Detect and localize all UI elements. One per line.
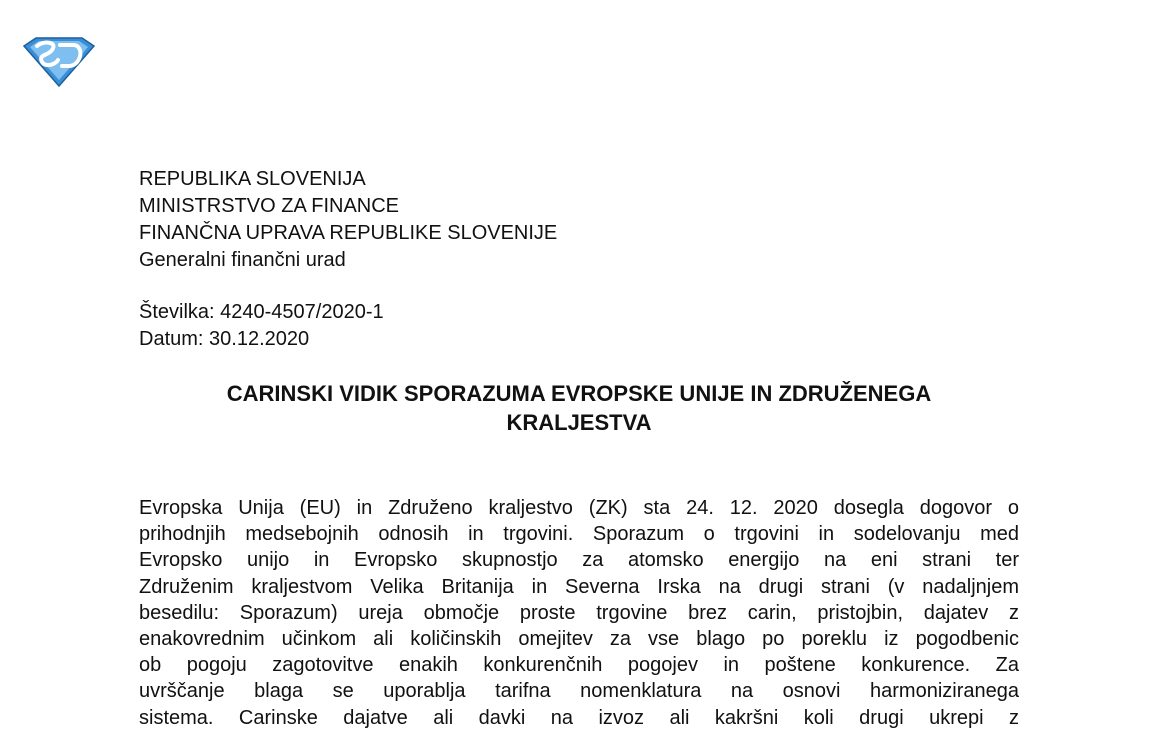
paragraph-line: uvrščanje blaga se uporablja tarifna nomenklatura na osnovi harmoniziranega (139, 680, 1019, 703)
header-line-republic: REPUBLIKA SLOVENIJA (139, 168, 366, 190)
header-line-office: Generalni finančni urad (139, 249, 346, 271)
header-line-administration: FINANČNA UPRAVA REPUBLIKE SLOVENIJE (139, 222, 558, 244)
paragraph-line: prihodnjih medsebojnih odnosih in trgovini. Sporazum o trgovini in sodelovanju med (139, 523, 1019, 546)
paragraph-line: enakovrednim učinkom ali količinskih omejitev za vse blago po poreklu iz pogodbenic (139, 627, 1019, 650)
paragraph-line: ob pogoju zagotovitve enakih konkurenčnih pogojev in poštene konkurence. Za (139, 654, 1019, 677)
title-line-2: KRALJESTVA (506, 410, 652, 435)
paragraph-line: besedilu: Sporazum) ureja območje proste trgovine brez carin, pristojbin, dajatev z (139, 601, 1019, 624)
header-line-ministry: MINISTRSTVO ZA FINANCE (139, 195, 400, 217)
paragraph-line: Evropska Unija (EU) in Združeno kraljestvo (ZK) sta 24. 12. 2020 dosegla dogovor o (139, 497, 1019, 519)
document-date: Datum: 30.12.2020 (139, 328, 310, 350)
document-number: Številka: 4240-4507/2020-1 (139, 301, 384, 323)
fu-shield-logo-icon (22, 36, 96, 88)
paragraph-line: Evropsko unijo in Evropsko skupnostjo za atomsko energijo na eni strani ter (139, 549, 1019, 572)
issuer-header (139, 166, 557, 274)
body-paragraph (139, 495, 1019, 731)
document-meta (139, 299, 384, 353)
paragraph-line: Združenim kraljestvom Velika Britanija in Severna Irska na drugi strani (v nadaljnjem (139, 575, 1019, 598)
title-line-1: CARINSKI VIDIK SPORAZUMA EVROPSKE UNIJE IN ZDRUŽENEGA (226, 381, 932, 406)
paragraph-line: sistema. Carinske dajatve ali davki na izvoz ali kakršni koli drugi ukrepi z (139, 706, 1019, 729)
document-title (139, 379, 1019, 437)
